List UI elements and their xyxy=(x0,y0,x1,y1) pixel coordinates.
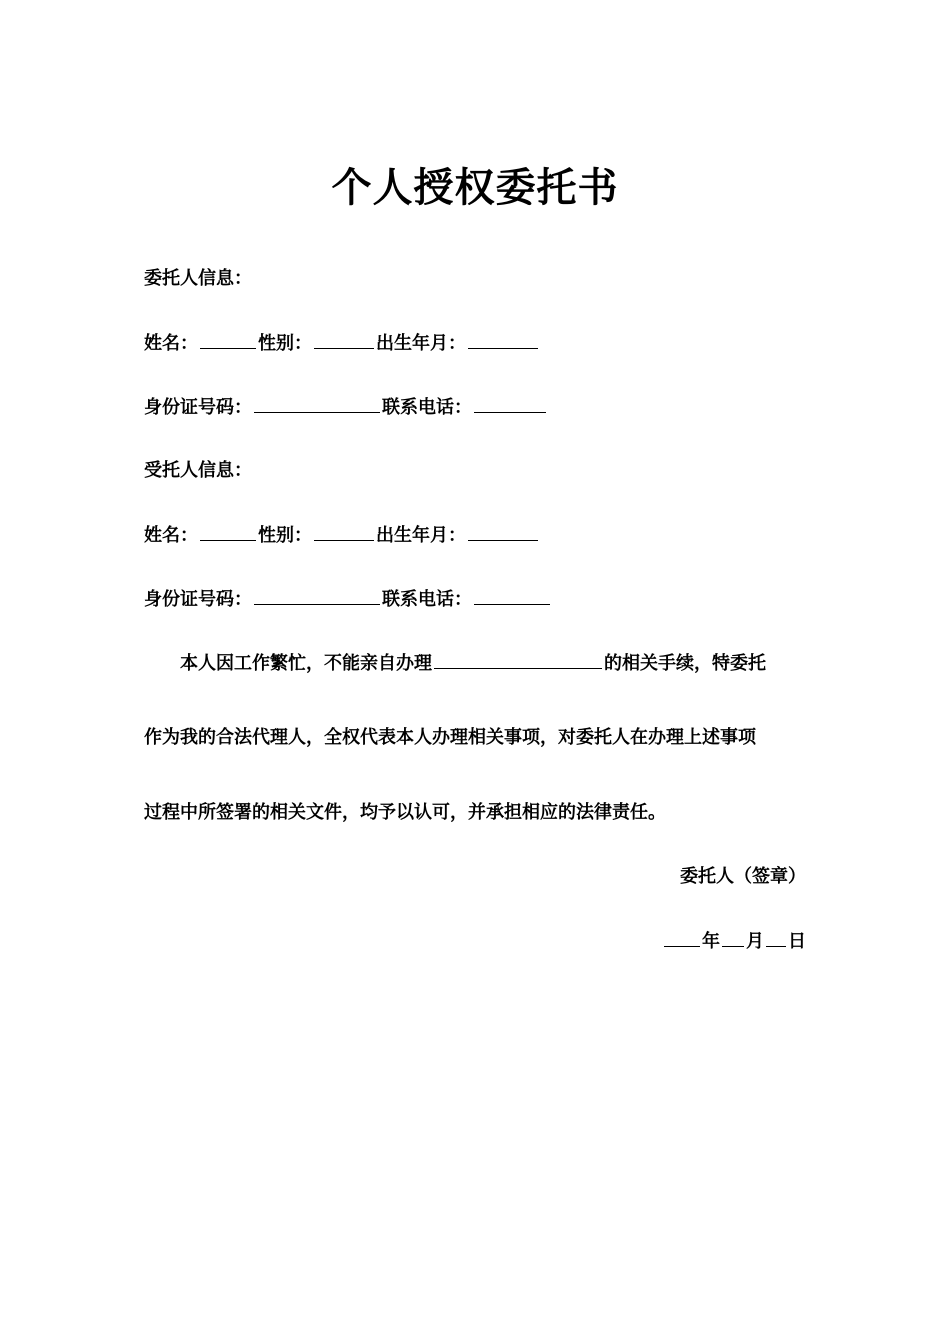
month-blank[interactable] xyxy=(722,928,744,947)
agent-phone-label: 联系电话： xyxy=(382,589,472,610)
signature-label: 委托人（签章） xyxy=(680,866,806,887)
agent-id-label: 身份证号码： xyxy=(144,589,252,610)
agent-name-label: 姓名： xyxy=(144,525,198,546)
year-label: 年 xyxy=(702,931,720,952)
agent-gender-blank[interactable] xyxy=(314,522,374,541)
paragraph-line-1-post: 的相关手续，特委托 xyxy=(604,653,766,674)
day-blank[interactable] xyxy=(766,928,786,947)
principal-gender-label: 性别： xyxy=(258,333,312,354)
principal-name-blank[interactable] xyxy=(200,330,256,349)
principal-birth-blank[interactable] xyxy=(468,330,538,349)
agent-id-blank[interactable] xyxy=(254,586,380,605)
month-label: 月 xyxy=(746,931,764,952)
principal-phone-blank[interactable] xyxy=(474,394,546,413)
principal-name-label: 姓名： xyxy=(144,333,198,354)
principal-contact-row xyxy=(144,394,548,421)
principal-phone-label: 联系电话： xyxy=(382,397,472,418)
principal-id-label: 身份证号码： xyxy=(144,397,252,418)
paragraph-line-3: 过程中所签署的相关文件，均予以认可，并承担相应的法律责任。 xyxy=(144,802,666,823)
paragraph-line-1-pre: 本人因工作繁忙，不能亲自办理 xyxy=(180,653,432,674)
agent-contact-row xyxy=(144,586,552,613)
year-blank[interactable] xyxy=(664,928,700,947)
principal-birth-label: 出生年月： xyxy=(376,333,466,354)
paragraph-line-2: 作为我的合法代理人，全权代表本人办理相关事项，对委托人在办理上述事项 xyxy=(144,727,756,748)
agent-basic-row xyxy=(144,522,540,549)
principal-basic-row xyxy=(144,330,540,357)
agent-section-heading: 受托人信息： xyxy=(144,460,252,481)
paragraph-line-1 xyxy=(144,650,806,677)
agent-gender-label: 性别： xyxy=(258,525,312,546)
principal-id-blank[interactable] xyxy=(254,394,380,413)
document-title: 个人授权委托书 xyxy=(331,165,619,211)
day-label: 日 xyxy=(788,931,806,952)
agent-phone-blank[interactable] xyxy=(474,586,550,605)
principal-gender-blank[interactable] xyxy=(314,330,374,349)
agent-name-blank[interactable] xyxy=(200,522,256,541)
agent-birth-label: 出生年月： xyxy=(376,525,466,546)
matter-blank[interactable] xyxy=(434,650,602,669)
date-row xyxy=(662,928,806,955)
principal-section-heading: 委托人信息： xyxy=(144,268,252,289)
agent-birth-blank[interactable] xyxy=(468,522,538,541)
